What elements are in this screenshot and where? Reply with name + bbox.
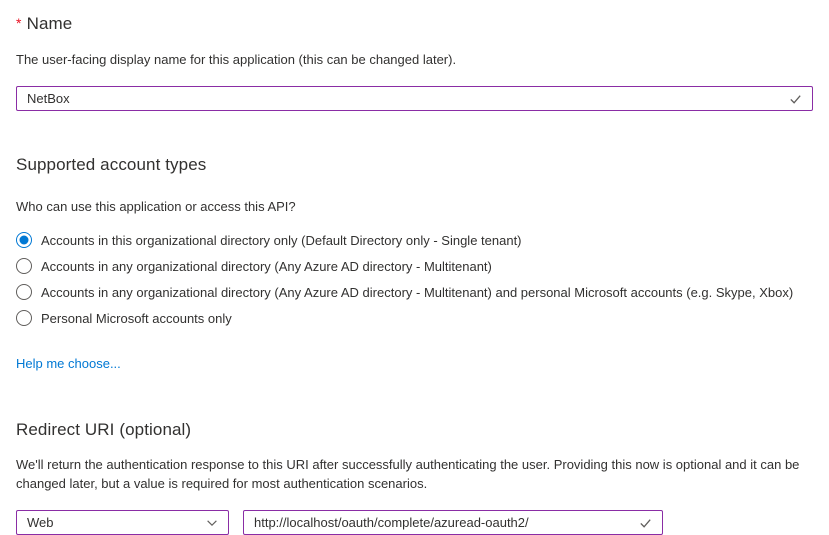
redirect-uri-input[interactable] <box>244 511 662 534</box>
radio-option-personal-only[interactable] <box>16 305 813 331</box>
radio-option-single-tenant[interactable] <box>16 227 813 253</box>
radio-button-icon[interactable] <box>16 284 32 300</box>
redirect-uri-row <box>16 510 813 535</box>
radio-option-label: Accounts in any organizational directory (Any Azure AD directory - Multitenant) and personal Microsoft accounts (e.g. Skype, Xbox) <box>41 284 794 300</box>
account-types-question: Who can use this application or access this API? <box>16 199 296 214</box>
checkmark-icon <box>788 91 803 106</box>
checkmark-icon <box>638 515 653 530</box>
name-section-title <box>16 14 813 34</box>
radio-option-multitenant[interactable] <box>16 253 813 279</box>
radio-option-multitenant-personal[interactable] <box>16 279 813 305</box>
chevron-down-icon <box>205 516 219 530</box>
redirect-uri-title: Redirect URI (optional) <box>16 420 192 439</box>
name-input[interactable] <box>17 87 812 110</box>
radio-button-icon[interactable] <box>16 310 32 326</box>
radio-button-icon[interactable] <box>16 232 32 248</box>
name-description: The user-facing display name for this application (this can be changed later). <box>16 52 457 67</box>
radio-option-label: Accounts in any organizational directory (Any Azure AD directory - Multitenant) <box>41 258 492 274</box>
platform-select-value: Web <box>27 515 54 530</box>
help-me-choose-link[interactable]: Help me choose... <box>16 356 121 371</box>
account-types-radio-group <box>16 227 813 331</box>
name-input-container <box>16 86 813 111</box>
radio-button-icon[interactable] <box>16 258 32 274</box>
radio-option-label: Personal Microsoft accounts only <box>41 310 232 326</box>
redirect-uri-input-container <box>243 510 663 535</box>
radio-option-label: Accounts in this organizational directory only (Default Directory only - Single tenant) <box>41 232 522 248</box>
redirect-uri-description: We'll return the authentication response to this URI after successfully authenticating the user. Providing this now is optional and it can be changed later, but a value is required for most authentication scenarios. <box>16 457 800 491</box>
name-title-text: Name <box>26 14 73 33</box>
account-types-title: Supported account types <box>16 155 207 174</box>
platform-select[interactable] <box>16 510 229 535</box>
required-asterisk: * <box>16 15 22 31</box>
